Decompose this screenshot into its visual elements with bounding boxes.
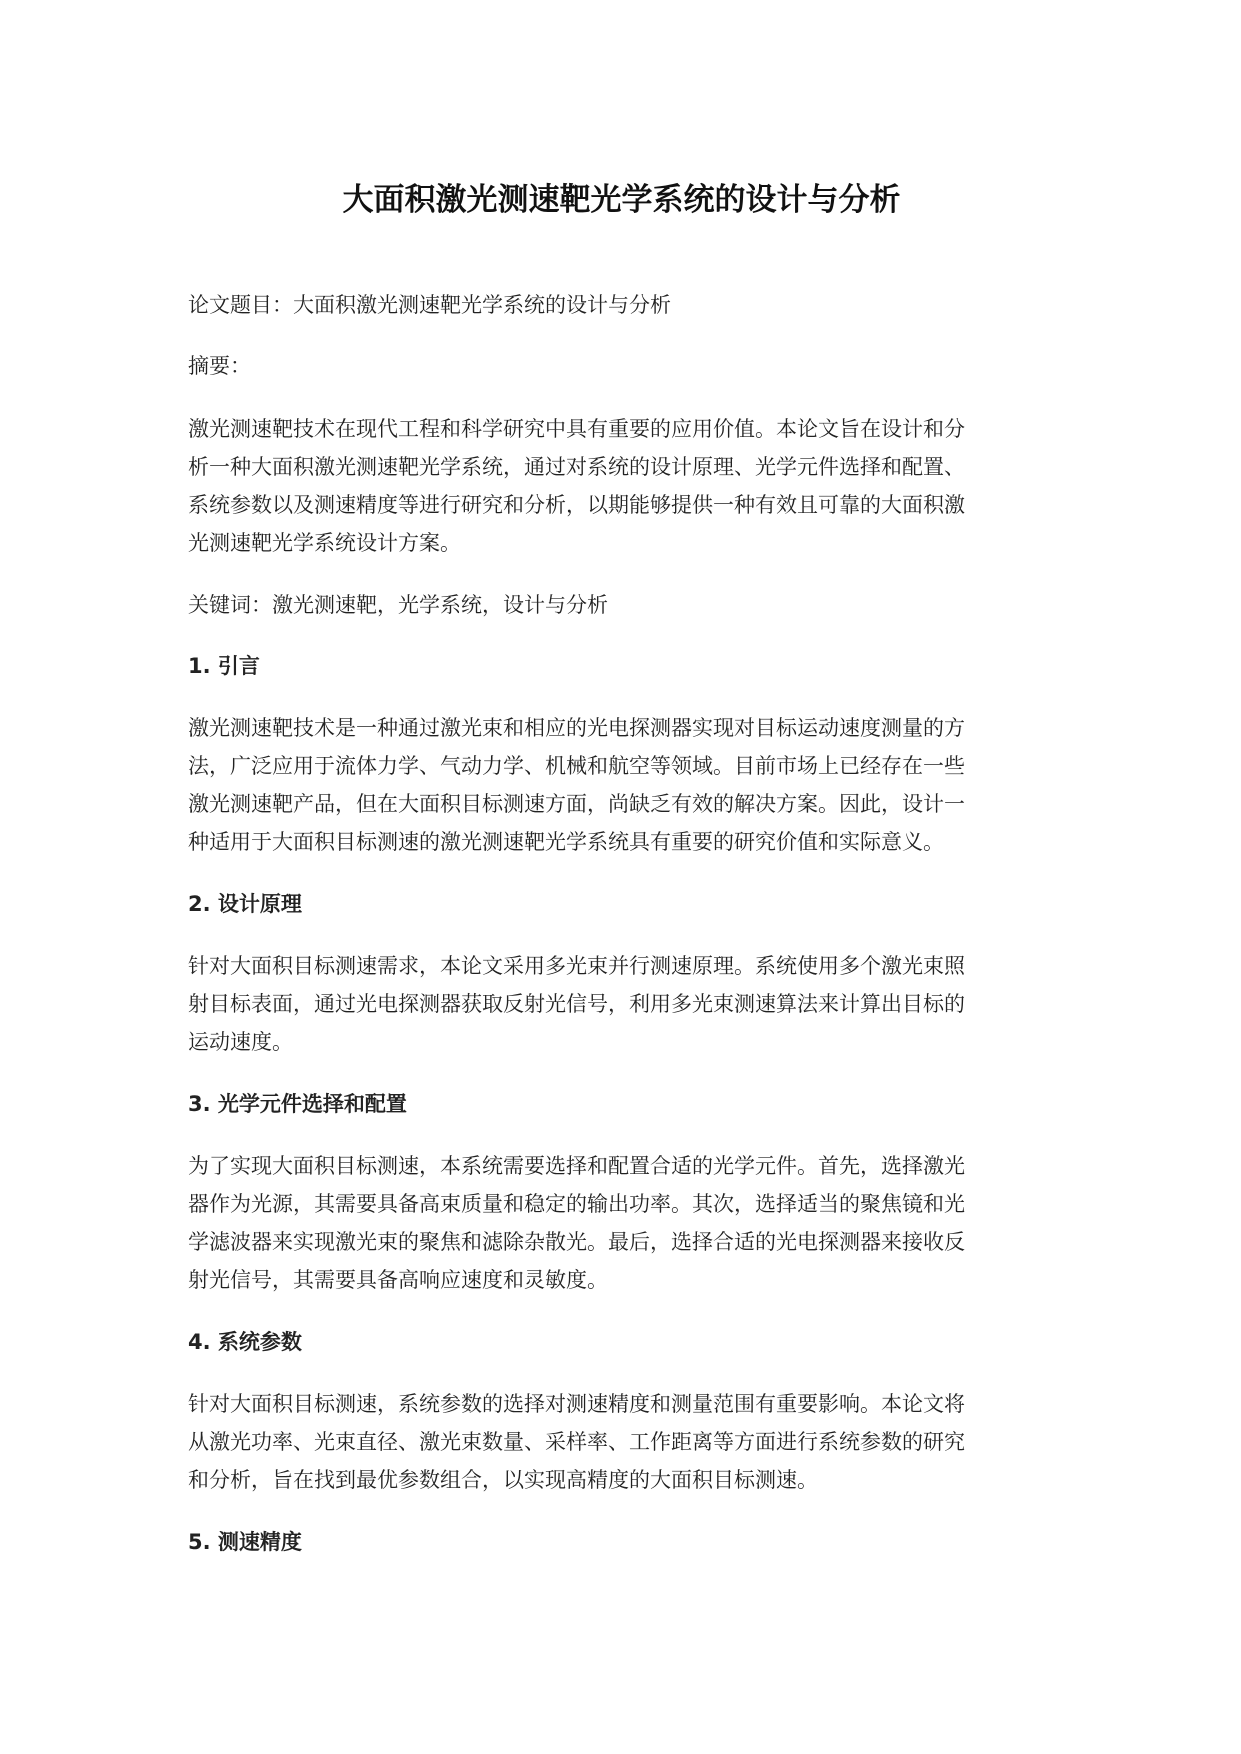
abstract-paragraph bbox=[188, 410, 1055, 562]
paragraph-line: 为了实现大面积目标测速，本系统需要选择和配置合适的光学元件。首先，选择激光 bbox=[188, 1154, 965, 1178]
paragraph-line: 从激光功率、光束直径、激光束数量、采样率、工作距离等方面进行系统参数的研究 bbox=[188, 1430, 965, 1454]
section-heading: 4. 系统参数 bbox=[188, 1330, 302, 1354]
paragraph-line: 法，广泛应用于流体力学、气动力学、机械和航空等领域。目前市场上已经存在一些 bbox=[188, 754, 965, 778]
paragraph-line: 激光测速靶产品，但在大面积目标测速方面，尚缺乏有效的解决方案。因此，设计一 bbox=[188, 792, 965, 816]
paragraph-line: 种适用于大面积目标测速的激光测速靶光学系统具有重要的研究价值和实际意义。 bbox=[188, 830, 944, 854]
section-paragraph bbox=[188, 1385, 1055, 1499]
paragraph-line: 激光测速靶技术在现代工程和科学研究中具有重要的应用价值。本论文旨在设计和分 bbox=[188, 417, 965, 441]
section-heading: 5. 测速精度 bbox=[188, 1530, 302, 1554]
document-title: 大面积激光测速靶光学系统的设计与分析 bbox=[342, 182, 901, 218]
keywords-line: 关键词：激光测速靶，光学系统，设计与分析 bbox=[188, 593, 608, 617]
paragraph-line: 系统参数以及测速精度等进行研究和分析，以期能够提供一种有效且可靠的大面积激 bbox=[188, 493, 965, 517]
abstract-label: 摘要： bbox=[188, 354, 251, 378]
thesis-title-line: 论文题目：大面积激光测速靶光学系统的设计与分析 bbox=[188, 293, 671, 317]
section-paragraph bbox=[188, 1147, 1055, 1299]
section-paragraph bbox=[188, 947, 1055, 1061]
paragraph-line: 析一种大面积激光测速靶光学系统，通过对系统的设计原理、光学元件选择和配置、 bbox=[188, 455, 965, 479]
paragraph-line: 和分析，旨在找到最优参数组合，以实现高精度的大面积目标测速。 bbox=[188, 1468, 818, 1492]
paragraph-line: 射目标表面，通过光电探测器获取反射光信号，利用多光束测速算法来计算出目标的 bbox=[188, 992, 965, 1016]
paragraph-line: 激光测速靶技术是一种通过激光束和相应的光电探测器实现对目标运动速度测量的方 bbox=[188, 716, 965, 740]
paragraph-line: 光测速靶光学系统设计方案。 bbox=[188, 531, 461, 555]
section-paragraph bbox=[188, 709, 1055, 861]
paragraph-line: 学滤波器来实现激光束的聚焦和滤除杂散光。最后，选择合适的光电探测器来接收反 bbox=[188, 1230, 965, 1254]
paragraph-line: 针对大面积目标测速，系统参数的选择对测速精度和测量范围有重要影响。本论文将 bbox=[188, 1392, 965, 1416]
section-heading: 2. 设计原理 bbox=[188, 892, 302, 916]
paragraph-line: 运动速度。 bbox=[188, 1030, 293, 1054]
paragraph-line: 器作为光源，其需要具备高束质量和稳定的输出功率。其次，选择适当的聚焦镜和光 bbox=[188, 1192, 965, 1216]
section-heading: 3. 光学元件选择和配置 bbox=[188, 1092, 407, 1116]
paragraph-line: 针对大面积目标测速需求，本论文采用多光束并行测速原理。系统使用多个激光束照 bbox=[188, 954, 965, 978]
paragraph-line: 射光信号，其需要具备高响应速度和灵敏度。 bbox=[188, 1268, 608, 1292]
section-heading: 1. 引言 bbox=[188, 654, 260, 678]
